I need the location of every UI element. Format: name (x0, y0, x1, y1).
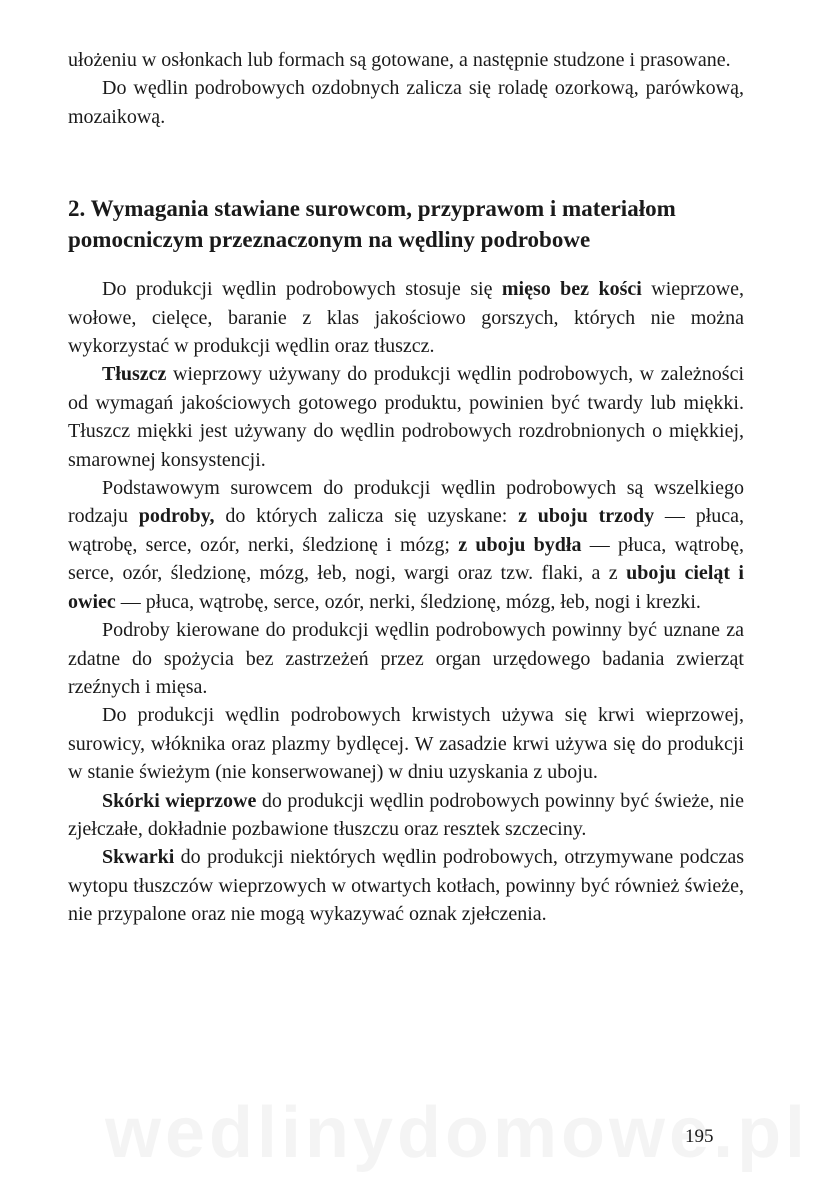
paragraph-tluszcz: Tłuszcz wieprzowy używany do produkcji wędlin podrobowych, w zależności od wymagań jakościowych gotowego produktu, powinien być twardy lub miękki. Tłuszcz miękki jest używany do wędlin podrobowych rozdrobnionych o miękkiej, smarownej konsystencji. (68, 363, 744, 471)
paragraph-skorki: Skórki wieprzowe do produkcji wędlin podrobowych powinny być świeże, nie zjełczałe, dokładnie pozbawione tłuszczu oraz resztek szczeciny. (68, 789, 744, 840)
paragraph-ozdobne: Do wędlin podrobowych ozdobnych zalicza się roladę ozorkową, parówkową, mozaikową. (68, 77, 744, 128)
paragraph-krew: Do produkcji wędlin podrobowych krwistych używa się krwi wieprzowej, surowicy, włóknika oraz plazmy bydlęcej. W zasadzie krwi używa się do produkcji w stanie świeżym (nie konserwowanej) w dniu uzyskania z uboju. (68, 704, 744, 784)
term-podroby: podroby, (138, 505, 215, 528)
paragraph-mieso: Do produkcji wędlin podrobowych stosuje się mięso bez kości wieprzowe, wołowe, cielęce, baranie z klas jakościowo gorszych, których nie można wykorzystać w produkcji wędlin oraz tłuszcz. (68, 278, 745, 358)
paragraph-skwarki: Skwarki do produkcji niektórych wędlin podrobowych, otrzymywane podczas wytopu tłuszczów wieprzowych w otwartych kotłach, powinny być również świeże, nie przypalone oraz nie mogą wykazywać oznak zjełczenia. (68, 846, 744, 926)
paragraph-podroby-kierowane: Podroby kierowane do produkcji wędlin podrobowych powinny być uznane za zdatne do spożycia bez zastrzeżeń przez organ urzędowego badania zwierząt rzeźnych i mięsa. (68, 619, 744, 698)
page-number: 195 (685, 1126, 714, 1147)
page-content (68, 46, 744, 929)
section-heading: 2. Wymagania stawiane surowcom, przyprawom i materiałom pomocniczym przeznaczonym na wędliny podrobowe (68, 196, 676, 253)
term-skwarki: Skwarki (102, 846, 175, 869)
term-uboj-cielat-owiec: uboju cieląt i owiec (68, 562, 744, 613)
term-skorki-wieprzowe: Skórki wieprzowe (102, 789, 257, 812)
term-mieso-bez-kosci: mięso bez kości (501, 278, 642, 301)
term-tluszcz: Tłuszcz (102, 363, 167, 386)
paragraph-continued: ułożeniu w osłonkach lub formach są gotowane, a następnie studzone i prasowane. (68, 49, 731, 71)
paragraph-podroby: Podstawowym surowcem do produkcji wędlin podrobowych są wszelkiego rodzaju podroby, do których zalicza się uzyskane: z uboju trzody — płuca, wątrobę, serce, ozór, nerki, śledzionę i mózg; z uboju bydła — płuca, wątrobę, serce, ozór, śledzionę, mózg, łeb, nogi, wargi oraz tzw. flaki, a z uboju cieląt i owiec — płuca, wątrobę, serce, ozór, nerki, śledzionę, mózg, łeb, nogi i krezki. (68, 477, 744, 613)
term-uboj-bydla: z uboju bydła (458, 533, 582, 556)
term-uboj-trzody: z uboju trzody (518, 505, 655, 528)
